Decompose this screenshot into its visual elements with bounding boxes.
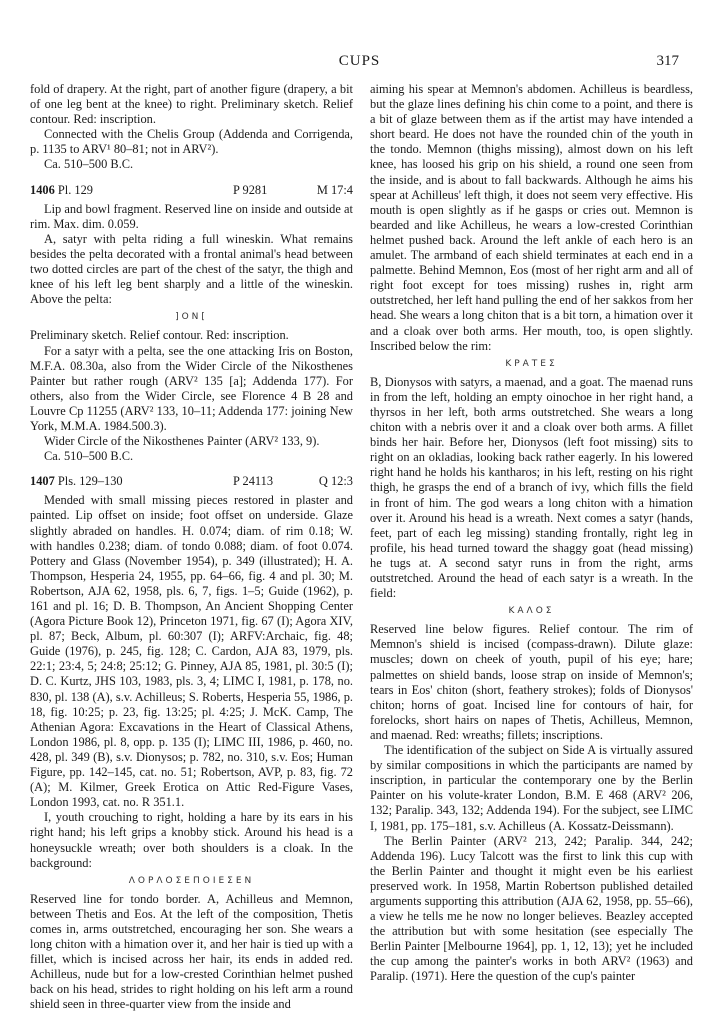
paragraph: Mended with small missing pieces restored in plaster and painted. Lip offset on inside; foot offset on underside. Glaze slightly abraded on handles. H. 0.074; diam. of rim 0.18; W. with handles 0.238; diam. of tondo 0.088; diam. of foot 0.074. Pottery and Glass (November 1954), p. 349 (illustrated); H. A. Thompson, Hesperia 24, 1955, pp. 64–66, fig. 4 and pl. 30; M. Robertson, AJA 62, 1958, pls. 6, 7, figs. 1–5; Guide (1962), p. 161 and pl. 16; D. B. Thompson, An Ancient Shopping Center (Agora Picture Book 12), Princeton 1971, fig. 67 (I); Agora XIV, pl. 87; Beck, Album, pl. 60:307 (I); ARFV:Archaic, fig. 48; Guide (1976), p. 245, fig. 128; C. Cardon, AJA 83, 1979, pls. 22:1; 23:4, 5; 24:8; 25:12; G. Pinney, AJA 85, 1981, pl. 30:5 (I); D. C. Kurtz, JHS 103, 1983, pls. 3, 4; LIMC I, 1981, p. 178, no. 830, pl. 138 (A), s.v. Achilleus; S. Roberts, Hesperia 55, 1986, p. 18, fig. 10:25; p. 23, fig. 13:25; pl. 4:25; J. McK. Camp, The Athenian Agora: Excavations in the Heart of Classical Athens, London 1986, pl. 8, opp. p. 135 (I); LIMC III, 1986, p. 460, no. 428, pl. 349 (B), s.v. Dionysos; p. 782, no. 310, s.v. Eos; Human Figure, pp. 142–145, cat. no. 51; Robertson, AVP, p. 83, fig. 72 (A); M. Kilmer, Greek Erotica on Attic Red-Figure Vases, London 1993, cat. no. R 351.1. xyxy=(30,493,353,810)
inscription: ΚΑΛΟΣ xyxy=(508,606,555,617)
running-title: CUPS xyxy=(338,53,381,69)
paragraph: The Berlin Painter (ARV² 213, 242; Paralip. 344, 242; Addenda 196). Lucy Talcott was the first to link this cup with the Berlin Painter and thought it might even be his earliest preserved work. In 1958, Martin Robertson published detailed arguments supporting this attribution (AJA 62, 1958, pp. 55–66), a view he tells me he now no longer believes. Beazley accepted the attribution but with some hesitation (see especially The Berlin Painter [Melbourne 1964], pp. 1, 12, 13); yet he included the cup among the painter's works in both ARV² (1963) and Paralip. (1971). Here the question of the cup's painter xyxy=(370,833,693,984)
paragraph: aiming his spear at Memnon's abdomen. Achilleus is beardless, but the glaze lines defining his chin come to a point, and there is a bit of glaze between them as if the artist may have intended a short beard. He does not have the rounded chin of the youth in the tondo. Memnon (thighs missing), almost down on his left knee, has loosed his grip on his shield, a round one seen from the inside, and is about to fall backwards. Although he aims his spear at Achilleus' left thigh, it does not seem very effective. His mouth is open slightly as if he gasps or cries out. Memnon is bearded and like Achilleus, he wears a low-crested Corinthian helmet pushed back. Around the left ankle of each hero is an amulet. The armband of each shield terminates at each end in a palmette. Behind Memnon, Eos (most of her right arm and all of right foot except for toes missing) rushes in, right arm outstretched, her left hand pulling the end of her sakkos from her head. She wears a long chiton that is a bit torn, a himation over it and a cloak over both arms. Her mouth, too, is open slightly. Inscribed below the rim: xyxy=(370,82,693,353)
paragraph: Preliminary sketch. Relief contour. Red: inscription. xyxy=(30,328,289,343)
inventory-number: P 9281 xyxy=(233,182,268,197)
deposit-number: Q 12:3 xyxy=(318,474,353,489)
catalogue-entry-header xyxy=(30,183,353,198)
paragraph: Connected with the Chelis Group (Addenda and Corrigenda, p. 1135 to ARV¹ 80–81; not in ARV²). xyxy=(30,127,353,157)
entry-number: 1407 xyxy=(30,474,55,489)
date-line: Ca. 510–500 B.C. xyxy=(44,449,134,464)
paragraph: B, Dionysos with satyrs, a maenad, and a goat. The maenad runs in from the left, holding an empty oinochoe in her right hand, a thyrsos in her left, both arms outstretched. She wears a long chiton with a nebris over it and a cloak over both arms. A fillet binds her hair. Before her, Dionysos (left foot missing) sits to right on an okladias, looking back rather eagerly. In his lowered right hand he holds his kantharos; in his left, resting on his right thigh, he grasps the end of a branch of ivy, which fills the field in front of him. The god wears a long chiton with a himation over it. Around his head is a wreath. Next comes a satyr (hands, feet, part of each leg missing) standing frontally, right leg in profile, his head turned toward the shaggy goat (head missing) he tugs at. A second satyr runs in from the right, arms outstretched. Around the head of each satyr is a wreath. In the field: xyxy=(370,374,693,601)
paragraph: A, satyr with pelta riding a full wineskin. What remains besides the pelta decorated with a frontal animal's head between two dotted circles are part of the chest of the satyr, the thigh and knee of his left leg bent sharply and a little of the wineskin. Above the pelta: xyxy=(30,231,353,307)
page-number: 317 xyxy=(656,53,679,69)
inscription: ΛΟΡΛΟΣΕΠΟΙΕΣΕΝ xyxy=(128,875,255,886)
catalogue-entry-header xyxy=(30,474,353,489)
inventory-number: P 24113 xyxy=(233,474,274,489)
page-header xyxy=(0,53,719,75)
paragraph: I, youth crouching to right, holding a hare by its ears in his right hand; his left grips a knobby stick. Around his head is a honeysuckle wreath; over both shoulders is a cloak. In the background: xyxy=(30,810,353,870)
date-line: Ca. 510–500 B.C. xyxy=(44,157,134,172)
paragraph: Wider Circle of the Nikosthenes Painter (ARV² 133, 9). xyxy=(44,434,320,449)
inscription: ΚΡΑΤΕΣ xyxy=(505,358,558,369)
deposit-number: M 17:4 xyxy=(316,182,353,197)
paragraph: For a satyr with a pelta, see the one attacking Iris on Boston, M.F.A. 08.30a, also from the Wider Circle of the Nikosthenes Painter but rather rough (ARV² 135 [a]; Addenda 177). For others, also from the Wider Circle, see Florence 4 B 28 and Louvre Cp 11255 (ARV² 133, 10–11; Addenda 177: joining New York, M.M.A. 1984.500.3). xyxy=(30,343,353,433)
entry-number: 1406 xyxy=(30,182,55,197)
plate-ref: Pl. 129 xyxy=(57,182,94,197)
plate-ref: Pls. 129–130 xyxy=(57,474,123,489)
left-column xyxy=(30,82,353,1013)
paragraph: Reserved line below figures. Relief contour. The rim of Memnon's shield is incised (compass-drawn). Dilute glaze: muscles; down on cheek of youth, pupil of his eye; hare; palmettes on shield bands, loose strap on inside of Memnon's; tears in Eos' chiton (short, feathery strokes); folds of Dionysos' chiton; horns of goat. Incised line for contours of hair, for forelocks, short hairs on napes of Thetis, Achilleus, Memnon, and maenad. Red: wreaths; fillets; inscriptions. xyxy=(370,622,693,742)
right-column xyxy=(370,82,693,985)
paragraph: The identification of the subject on Side A is virtually assured by similar compositions in which the participants are named by inscription, in particular the contemporary one by the Berlin Painter on his volute-krater London, B.M. E 468 (ARV² 206, 132; Paralip. 343, 132; Addenda 194). For the subject, see LIMC I, 1981, pp. 175–181, s.v. Achilleus (A. Kossatz-Deissmann). xyxy=(370,743,693,833)
paragraph: fold of drapery. At the right, part of another figure (drapery, a bit of one leg bent at the knee) to right. Preliminary sketch. Relief contour. Red: inscription. xyxy=(30,82,353,127)
paragraph: Reserved line for tondo border. A, Achilleus and Memnon, between Thetis and Eos. At the left of the composition, Thetis comes in, arms outstretched, encouraging her son. She wears a long chiton with a himation over it, and her hair is tied up with a fillet, which is incised across her hair, its ends in added red. Achilleus, nude but for a low-crested Corinthian helmet pushed back on his head, strides to right holding on his left arm a round shield seen in three-quarter view from the inside and xyxy=(30,891,353,1012)
paragraph: Lip and bowl fragment. Reserved line on inside and outside at rim. Max. dim. 0.059. xyxy=(30,201,353,231)
inscription: ]ΟΝ[ xyxy=(175,312,208,323)
